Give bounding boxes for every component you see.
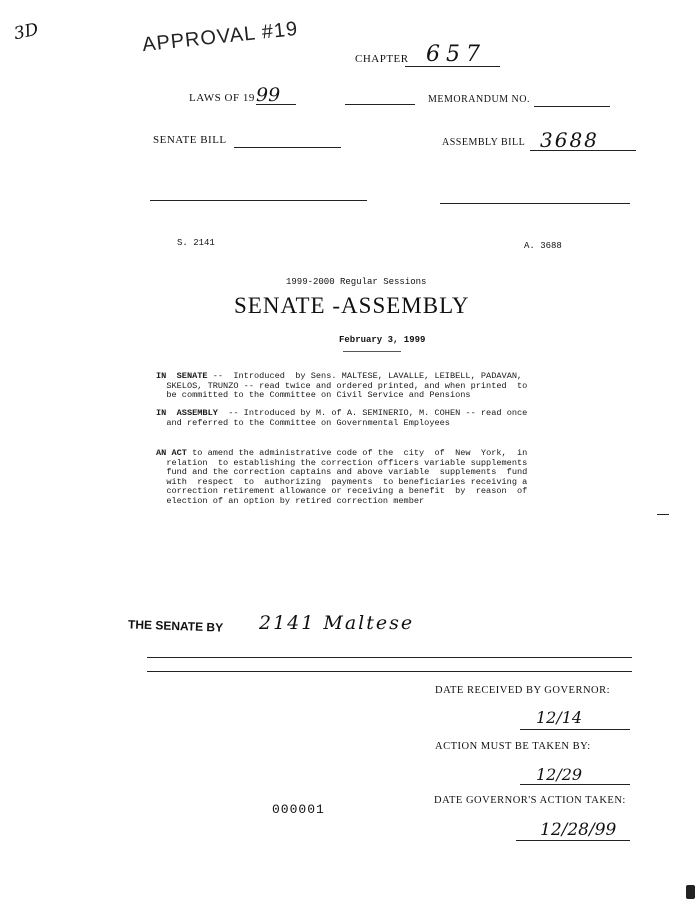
title-separator: - <box>332 293 342 318</box>
date-underline <box>343 351 401 352</box>
laws-label: LAWS OF 19 <box>189 92 255 104</box>
chapter-line <box>405 66 500 67</box>
blank-line-left <box>150 200 367 201</box>
senate-bill-number: S. 2141 <box>177 238 215 248</box>
act-line-3: with respect to authorizing payments to beneficiaries receiving a <box>156 476 528 487</box>
assembly-intro-head: IN ASSEMBLY <box>156 408 218 418</box>
action-by-value: 12/29 <box>536 765 583 784</box>
act-line-5: election of an option by retired correction member <box>156 496 425 506</box>
senate-bill-label: SENATE BILL <box>153 134 227 146</box>
bill-date: February 3, 1999 <box>339 335 426 345</box>
senate-intro-text: -- Introduced by Sens. MALTESE, LAVALLE, LEIBELL, PADAVAN, <box>207 371 523 381</box>
page-number: 000001 <box>272 802 325 817</box>
passed-line-2 <box>147 671 632 672</box>
session-text: 1999-2000 Regular Sessions <box>286 277 427 287</box>
margin-mark <box>657 514 669 515</box>
assembly-bill-line <box>530 150 636 151</box>
blank-line-right <box>440 203 630 204</box>
corner-mark: 3D <box>12 19 41 45</box>
senate-intro-line-1: SKELOS, TRUNZO -- read twice and ordered printed, and when printed to <box>156 380 528 391</box>
laws-line <box>256 104 296 105</box>
senate-title: SENATE <box>234 293 326 318</box>
senate-intro-head: IN SENATE <box>156 371 208 381</box>
assembly-bill-label: ASSEMBLY BILL <box>442 137 526 148</box>
chapter-value: 657 <box>426 42 486 67</box>
senate-bill-line <box>234 147 341 148</box>
assembly-intro-text: -- Introduced by M. of A. SEMINERIO, M. COHEN -- read once <box>217 408 528 418</box>
received-line <box>520 729 630 730</box>
act-line-1: relation to establishing the correction officers variable supplements <box>156 457 528 468</box>
act-first-text: to amend the administrative code of the city of New York, in <box>186 448 528 458</box>
received-value: 12/14 <box>536 708 583 727</box>
action-taken-line <box>516 840 630 841</box>
act-line-2: fund and the correction captains and above variable supplements fund <box>156 467 528 478</box>
approval-stamp: APPROVAL #19 <box>141 17 300 57</box>
senate-intro-line-2: be committed to the Committee on Civil Service and Pensions <box>156 390 471 401</box>
act-head: AN ACT <box>156 448 187 458</box>
laws-value: 99 <box>256 84 281 106</box>
passed-line-1 <box>147 657 632 658</box>
received-label: DATE RECEIVED BY GOVERNOR: <box>435 685 611 696</box>
corner-speck <box>686 885 695 899</box>
house-title <box>234 293 469 319</box>
passed-label: THE SENATE BY <box>127 617 224 635</box>
act-line-4: correction retirement allowance or receiving a benefit by reason of <box>156 486 528 497</box>
memorandum-line <box>534 106 610 107</box>
memorandum-label: MEMORANDUM NO. <box>428 94 531 105</box>
passed-value: 2141 Maltese <box>259 612 415 634</box>
assembly-title: ASSEMBLY <box>341 293 470 318</box>
action-taken-value: 12/28/99 <box>540 820 617 840</box>
action-by-label: ACTION MUST BE TAKEN BY: <box>435 741 591 752</box>
assembly-bill-number: A. 3688 <box>524 241 562 251</box>
chapter-label: CHAPTER <box>355 53 409 65</box>
assembly-intro-line-1: and referred to the Committee on Governmental Employees <box>156 417 450 428</box>
assembly-bill-value: 3688 <box>540 128 599 152</box>
action-by-line <box>520 784 630 785</box>
action-taken-label: DATE GOVERNOR'S ACTION TAKEN: <box>434 795 626 806</box>
memo-pre-line <box>345 104 415 105</box>
